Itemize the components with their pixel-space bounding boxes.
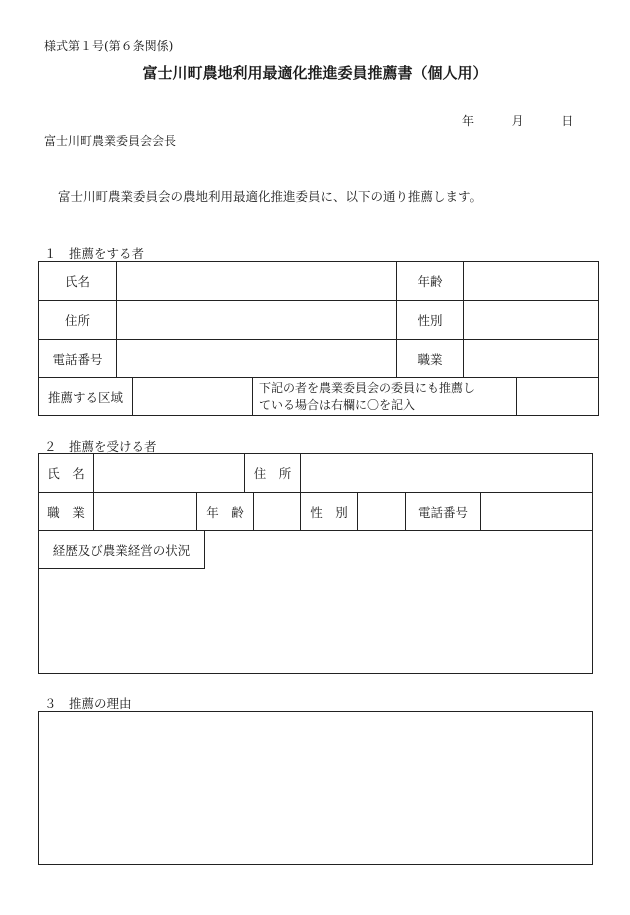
form-number: 様式第１号(第６条関係) [44, 39, 174, 53]
recommender-name-field[interactable] [117, 262, 396, 300]
recommender-address-field[interactable] [117, 301, 396, 339]
section2-heading: ２ 推薦を受ける者 [44, 439, 157, 454]
recommend-area-label: 推薦する区域 [47, 390, 123, 405]
committee-note-line2: ている場合は右欄に〇を記入 [259, 398, 416, 412]
section3-heading: ３ 推薦の理由 [44, 696, 132, 711]
recommender-occupation-label: 職業 [417, 351, 443, 367]
date-year: 年 [462, 114, 475, 128]
nominee-age-label: 年 齢 [206, 504, 244, 520]
recommender-age-field[interactable] [464, 262, 598, 300]
nominee-address-field[interactable] [301, 454, 592, 492]
recommender-gender-label: 性別 [417, 313, 443, 328]
recommender-occupation-field[interactable] [464, 340, 598, 377]
recommender-phone-field[interactable] [117, 340, 396, 377]
recommender-age-label: 年齢 [417, 274, 443, 289]
recommender-name-label: 氏名 [64, 274, 90, 289]
nominee-name-label: 氏 名 [47, 466, 85, 481]
nominee-gender-field[interactable] [358, 493, 405, 530]
addressee: 富士川町農業委員会会長 [44, 134, 177, 148]
date-month: 月 [511, 114, 524, 128]
history-field[interactable] [39, 570, 592, 673]
nominee-name-field[interactable] [94, 454, 244, 492]
recommender-phone-label: 電話番号 [52, 351, 103, 367]
date-line [462, 112, 573, 129]
date-day: 日 [561, 114, 574, 128]
recommender-address-label: 住所 [64, 313, 90, 328]
section1-heading: １ 推薦をする者 [44, 246, 145, 261]
nominee-table [38, 453, 593, 674]
nominee-phone-field[interactable] [481, 493, 592, 530]
nominee-age-field[interactable] [254, 493, 300, 530]
nominee-address-label: 住 所 [253, 466, 292, 481]
nominee-phone-label: 電話番号 [417, 504, 468, 520]
intro-text: 富士川町農業委員会の農地利用最適化推進委員に、以下の通り推薦します。 [58, 189, 483, 204]
page-title: 富士川町農地利用最適化推進委員推薦書（個人用） [142, 64, 488, 82]
reason-field[interactable] [38, 711, 593, 865]
recommend-area-field[interactable] [133, 378, 252, 416]
history-label: 経歴及び農業経営の状況 [52, 542, 191, 558]
committee-note-line1: 下記の者を農業委員会の委員にも推薦し [259, 381, 476, 395]
committee-note [253, 378, 516, 416]
recommender-gender-field[interactable] [464, 301, 598, 339]
nominee-occupation-field[interactable] [94, 493, 196, 530]
committee-mark-field[interactable] [517, 378, 598, 416]
recommender-table [38, 261, 599, 416]
nominee-gender-label: 性 別 [310, 504, 348, 520]
nominee-occupation-label: 職 業 [47, 504, 85, 520]
